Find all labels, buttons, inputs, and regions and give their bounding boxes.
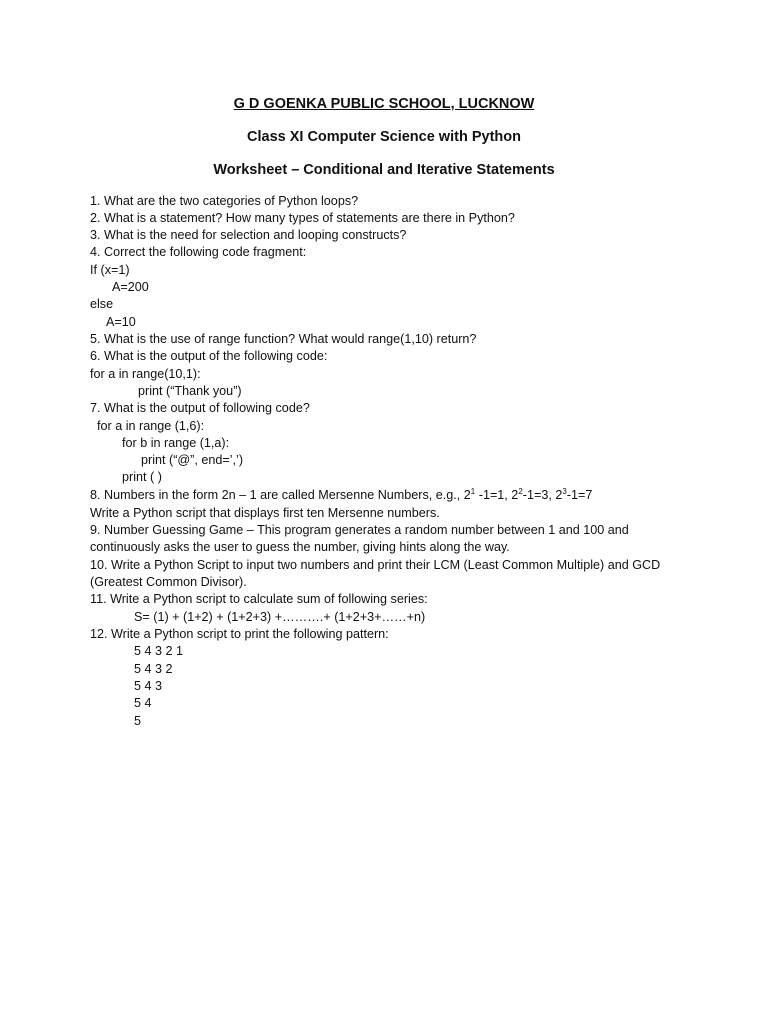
code-line: If (x=1) (90, 263, 130, 277)
question-3: 3. What is the need for selection and looping constructs? (90, 228, 407, 242)
worksheet-title: Worksheet – Conditional and Iterative Statements (213, 162, 555, 178)
code-line: print (“@”, end=’,’) (141, 453, 244, 467)
question-8-text: -1=1, 2 (475, 488, 519, 502)
code-line: A=10 (106, 315, 136, 329)
question-8 (90, 487, 592, 503)
code-line: A=200 (112, 280, 149, 294)
code-line: for a in range(10,1): (90, 367, 201, 381)
code-line: else (90, 297, 114, 311)
question-12: 12. Write a Python script to print the following pattern: (90, 627, 389, 641)
question-5: 5. What is the use of range function? What would range(1,10) return? (90, 332, 477, 346)
series-formula: S= (1) + (1+2) + (1+2+3) +……….+ (1+2+3+……+n) (134, 610, 426, 624)
question-8-text: 8. Numbers in the form 2n – 1 are called Mersenne Numbers, e.g., 2 (90, 488, 471, 502)
superscript: 1 (470, 486, 476, 496)
question-7: 7. What is the output of following code? (90, 401, 310, 415)
question-8-text: -1=7 (566, 488, 593, 502)
superscript: 2 (518, 486, 523, 496)
pattern-row: 5 (134, 714, 142, 728)
question-10-line-2: (Greatest Common Divisor). (90, 575, 247, 589)
code-line: for b in range (1,a): (122, 436, 230, 450)
code-line: print (“Thank you”) (138, 384, 242, 398)
class-title: Class XI Computer Science with Python (247, 129, 521, 145)
pattern-row: 5 4 3 2 (134, 662, 173, 676)
question-9-line-2: continuously asks the user to guess the number, giving hints along the way. (90, 540, 510, 554)
code-line: for a in range (1,6): (97, 419, 205, 433)
question-6: 6. What is the output of the following code: (90, 349, 328, 363)
pattern-row: 5 4 (134, 696, 152, 710)
question-8-text: -1=3, 2 (522, 488, 563, 502)
question-2: 2. What is a statement? How many types of statements are there in Python? (90, 211, 515, 225)
question-11: 11. Write a Python script to calculate sum of following series: (90, 592, 428, 606)
school-name: G D GOENKA PUBLIC SCHOOL, LUCKNOW (233, 96, 535, 112)
question-4: 4. Correct the following code fragment: (90, 245, 307, 259)
question-9: 9. Number Guessing Game – This program generates a random number between 1 and 100 and (90, 523, 629, 537)
pattern-row: 5 4 3 2 1 (134, 644, 184, 658)
superscript: 3 (562, 486, 567, 496)
pattern-row: 5 4 3 (134, 679, 163, 693)
question-10: 10. Write a Python Script to input two numbers and print their LCM (Least Common Multiple) and GCD (90, 558, 661, 572)
question-1: 1. What are the two categories of Python loops? (90, 194, 359, 208)
code-line: print ( ) (122, 470, 162, 484)
question-8-line-2: Write a Python script that displays first ten Mersenne numbers. (90, 506, 440, 520)
